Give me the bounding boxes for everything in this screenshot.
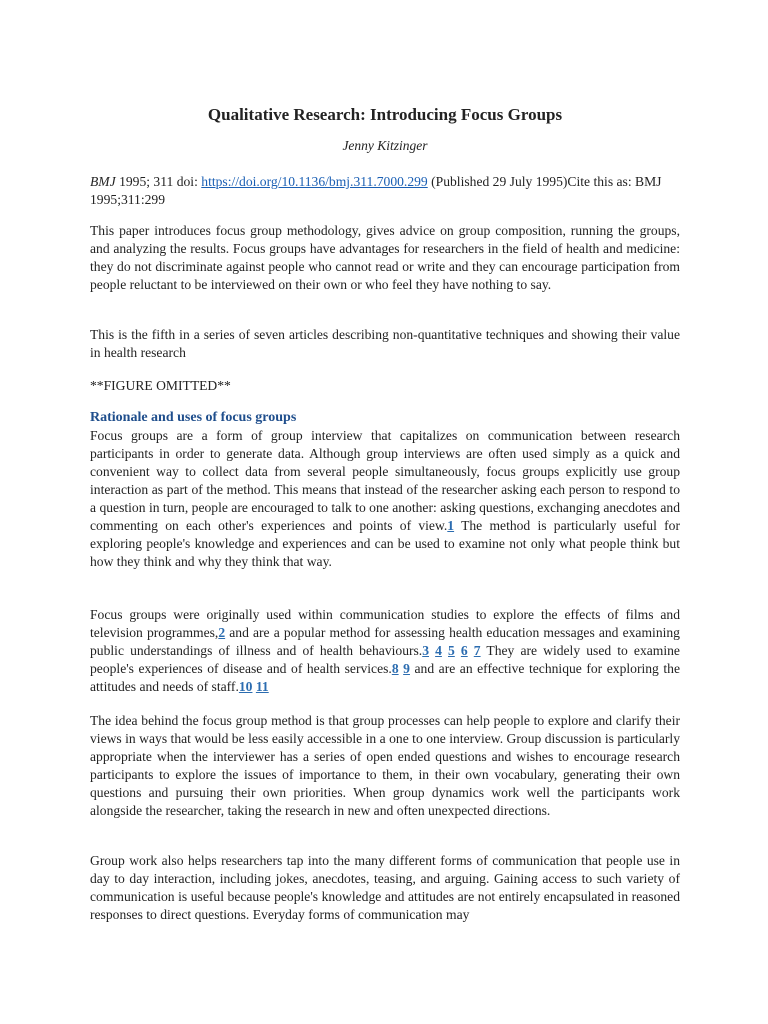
reference-link-11[interactable]: 11 [255, 679, 269, 694]
section-heading: Rationale and uses of focus groups [90, 410, 297, 425]
body-paragraph-3: The idea behind the focus group method is that group processes can help people to explore and clarify their views in ways that would be less easily accessible in a one to one interview. Group discussion is particularly appropriate when the interviewer has a series of open ended questions and wishes to encourage research participants to explore the issues of importance to them, in their own vocabulary, generating their own questions and pursuing their own priorities. When group dynamics work well the participants work alongside the researcher, taking the research in new and often unexpected directions. [90, 713, 680, 818]
paragraph-text: and are a popular method for assessing health education messages and examining public understandings of illness and of health behaviours. [90, 625, 680, 658]
paragraph-text: They are widely used to examine people's experiences of disease and of health services. [90, 643, 680, 676]
intro-paragraph: This paper introduces focus group methodology, gives advice on group composition, running the groups, and analyzing the results. Focus groups have advantages for researchers in the field of health and medicine: they do not discriminate against people who cannot read or write and they can encourage participation from people reluctant to be interviewed on their own or who feel they have nothing to say. [90, 223, 680, 292]
body-paragraph-1 [90, 427, 680, 571]
reference-link-7[interactable]: 7 [473, 643, 481, 658]
citation-published: (Published 29 July 1995)Cite this as: BMJ 1995;311:299 [90, 174, 662, 207]
reference-link-5[interactable]: 5 [448, 643, 455, 658]
reference-link-1[interactable]: 1 [447, 518, 455, 533]
article-citation [90, 173, 680, 209]
reference-link-2[interactable]: 2 [218, 625, 226, 640]
citation-details: 1995; 311 doi: [115, 174, 202, 189]
figure-omitted-note: **FIGURE OMITTED** [90, 378, 231, 393]
paragraph-text: and are an effective technique for exploring the attitudes and needs of staff. [90, 661, 680, 694]
reference-link-8[interactable]: 8 [391, 661, 399, 676]
article-author: Jenny Kitzinger [342, 138, 428, 153]
reference-link-4[interactable]: 4 [435, 643, 442, 658]
paragraph-text: Focus groups were originally used within communication studies to explore the effects of films and television programmes, [90, 607, 680, 640]
reference-link-9[interactable]: 9 [403, 661, 410, 676]
article-title: Qualitative Research: Introducing Focus Groups [207, 105, 563, 124]
reference-link-6[interactable]: 6 [460, 643, 468, 658]
doi-link[interactable]: https://doi.org/10.1136/bmj.311.7000.299 [201, 174, 428, 189]
body-paragraph-2 [90, 606, 680, 696]
reference-link-3[interactable]: 3 [422, 643, 430, 658]
journal-name: BMJ [90, 174, 116, 189]
series-note-paragraph: This is the fifth in a series of seven articles describing non-quantitative techniques and showing their value in health research [90, 327, 680, 360]
paragraph-text: Focus groups are a form of group interview that capitalizes on communication between research participants in order to generate data. Although group interviews are often used simply as a quick and convenient way to collect data from several people simultaneously, focus groups explicitly use group interaction as part of the method. This means that instead of the researcher asking each person to respond to a question in turn, people are encouraged to talk to one another: asking questions, exchanging anecdotes and commenting on each other's experiences and points of view. [90, 428, 680, 533]
body-paragraph-4: Group work also helps researchers tap into the many different forms of communication that people use in day to day interaction, including jokes, anecdotes, teasing, and arguing. Gaining access to such variety of communication is useful because people's knowledge and attitudes are not entirely encapsulated in reasoned responses to direct questions. Everyday forms of communication may [90, 853, 680, 922]
reference-link-10[interactable]: 10 [238, 679, 253, 694]
paragraph-text: The method is particularly useful for exploring people's knowledge and experiences and can be used to examine not only what people think but how they think and why they think that way. [90, 518, 680, 569]
